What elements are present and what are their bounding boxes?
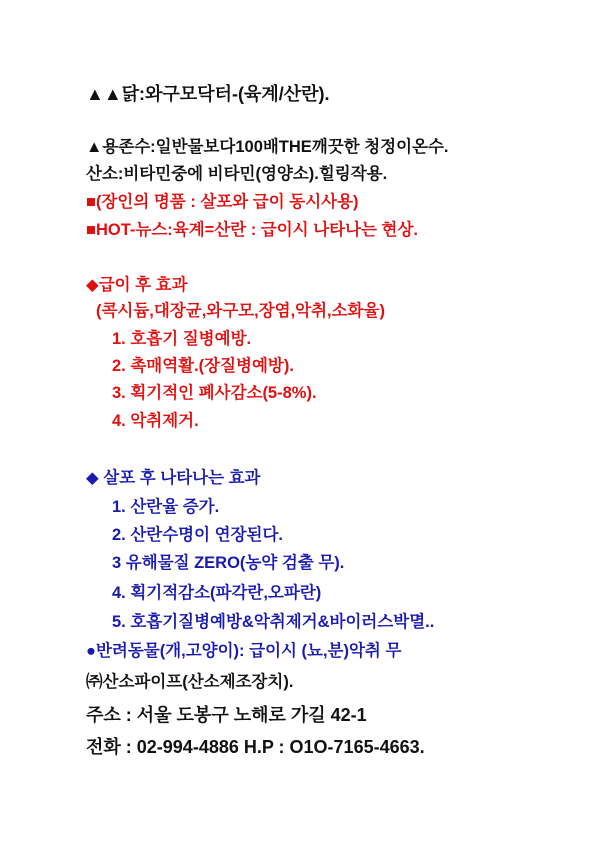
spraying-item: 5. 호흡기질병예방&악취제거&바이러스박멸.. xyxy=(112,613,435,631)
pets-line: ●반려동물(개,고양이): 급이시 (뇨,분)악취 무 xyxy=(86,642,402,660)
spraying-item: 3 유해물질 ZERO(농약 검출 무). xyxy=(112,554,345,572)
address: 주소 : 서울 도봉구 노해로 가길 42-1 xyxy=(86,705,367,725)
spraying-heading: ◆ 살포 후 나타나는 효과 xyxy=(86,469,261,487)
highlight-line: ■(장인의 명품 : 살포와 급이 동시사용) xyxy=(86,193,359,211)
feeding-item: 4. 악취제거. xyxy=(112,412,199,430)
phone: 전화 : 02-994-4886 H.P : O1O-7165-4663. xyxy=(86,737,425,757)
feeding-item: 2. 촉매역활.(장질병예방). xyxy=(112,357,294,375)
highlight-line: ■HOT-뉴스:육계=산란 : 급이시 나타나는 현상. xyxy=(86,221,419,239)
company-name: ㈜산소파이프(산소제조장치). xyxy=(86,673,294,691)
title: ▲▲닭:와구모닥터-(육계/산란). xyxy=(86,84,330,104)
intro-line: ▲용존수:일반물보다100배THE깨끗한 청정이온수. xyxy=(86,138,449,156)
feeding-heading: ◆급이 후 효과 xyxy=(86,276,188,294)
spraying-item: 1. 산란율 증가. xyxy=(112,498,220,516)
feeding-subtitle: (콕시듐,대장균,와구모,장염,악취,소화율) xyxy=(96,302,385,320)
feeding-item: 3. 획기적인 폐사감소(5-8%). xyxy=(112,384,317,402)
intro-line: 산소:비타민중에 비타민(영양소).힐링작용. xyxy=(86,165,388,183)
spraying-item: 4. 획기적감소(파각란,오파란) xyxy=(112,584,322,602)
spraying-item: 2. 산란수명이 연장된다. xyxy=(112,526,283,544)
feeding-item: 1. 호흡기 질병예방. xyxy=(112,330,252,348)
